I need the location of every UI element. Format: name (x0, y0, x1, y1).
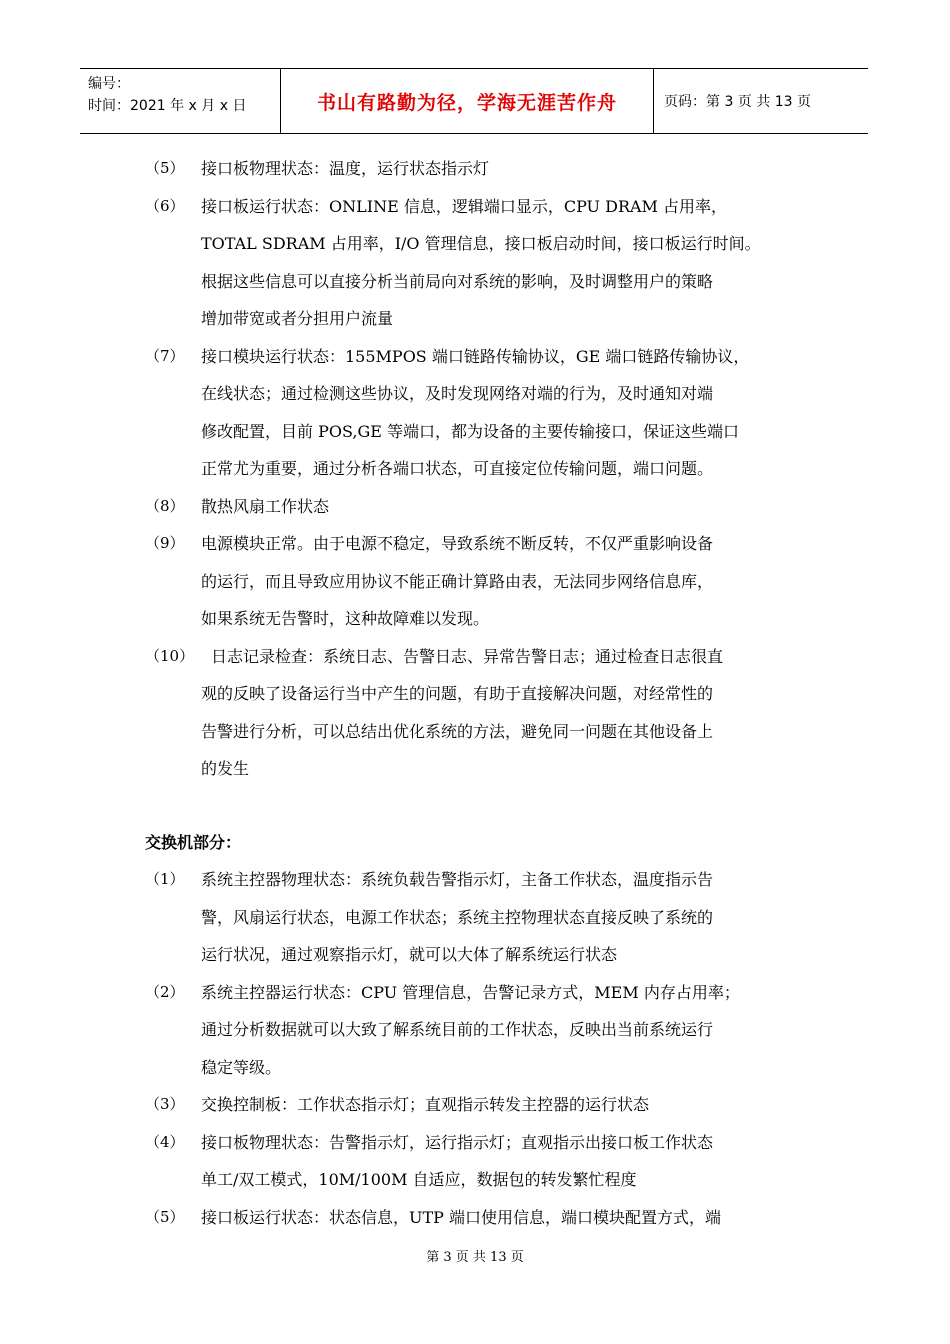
item-text: 系统主控器运行状态：CPU 管理信息，告警记录方式，MEM 内存占用率； (201, 982, 740, 1002)
list-item-line (145, 861, 845, 899)
item-text: 的发生 (201, 759, 250, 778)
item-number: （9） (145, 534, 185, 552)
header-page-info: 页码：第 3 页 共 13 页 (664, 94, 811, 110)
item-number: （8） (145, 496, 185, 515)
list-item-line (145, 188, 845, 226)
code-label: 编号： (88, 76, 130, 92)
item-number: （2） (145, 982, 185, 1001)
list-item-line (145, 225, 845, 263)
item-number: （5） (145, 1207, 185, 1226)
item-text: TOTAL SDRAM 占用率，I/O 管理信息，接口板启动时间，接口板运行时间。 (201, 234, 761, 253)
item-text: 正常尤为重要，通过分析各端口状态，可直接定位传输问题，端口问题。 (201, 459, 714, 478)
list-item-line (145, 675, 845, 713)
item-text: 警，风扇运行状态，电源工作状态；系统主控物理状态直接反映了系统的 (201, 907, 714, 927)
list-item-line (145, 300, 845, 338)
item-number: （10） (145, 646, 195, 665)
item-text: 单工/双工模式，10M/100M 自适应，数据包的转发繁忙程度 (201, 1170, 637, 1189)
item-number: （5） (145, 159, 185, 177)
item-text: 通过分析数据就可以大致了解系统目前的工作状态，反映出当前系统运行 (201, 1020, 714, 1039)
list-item-line (145, 750, 845, 788)
item-text: 交换控制板：工作状态指示灯；直观指示转发主控器的运行状态 (201, 1095, 650, 1114)
list-item-line (145, 450, 845, 488)
list-item-line (145, 600, 845, 638)
item-text: 接口板运行状态：ONLINE 信息，逻辑端口显示，CPU DRAM 占用率， (201, 196, 728, 216)
list-item-line (145, 713, 845, 751)
list-item-line (145, 899, 845, 937)
time-label: 时间：2021 年 x 月 x 日 (88, 98, 247, 114)
list-item-line (145, 1049, 845, 1087)
item-text: 电源模块正常。由于电源不稳定，导致系统不断反转，不仅严重影响设备 (201, 534, 714, 553)
list-item-line (145, 375, 845, 413)
page-footer: 第 3 页 共 13 页 (426, 1250, 524, 1265)
list-item-line (145, 150, 845, 188)
router-item-list (145, 150, 845, 788)
item-number: （6） (145, 196, 185, 215)
item-text: 稳定等级。 (201, 1057, 282, 1077)
item-number: （4） (145, 1132, 185, 1151)
list-item-line (145, 1086, 845, 1124)
list-item-line (145, 936, 845, 974)
item-text: 在线状态；通过检测这些协议，及时发现网络对端的行为，及时通知对端 (201, 384, 714, 403)
document-body (145, 150, 845, 1236)
item-text: 散热风扇工作状态 (201, 496, 330, 516)
list-item-line (145, 1011, 845, 1049)
list-item-line (145, 563, 845, 601)
item-text: 增加带宽或者分担用户流量 (201, 309, 394, 328)
list-item-line (145, 1161, 845, 1199)
item-text: 接口板运行状态：状态信息，UTP 端口使用信息，端口模块配置方式，端 (201, 1207, 722, 1227)
item-number: （3） (145, 1095, 185, 1113)
item-text: 根据这些信息可以直接分析当前局向对系统的影响，及时调整用户的策略 (201, 271, 714, 291)
list-item-line (145, 974, 845, 1012)
item-text: 系统主控器物理状态：系统负载告警指示灯，主备工作状态，温度指示告 (201, 870, 714, 889)
item-text: 观的反映了设备运行当中产生的问题，有助于直接解决问题，对经常性的 (201, 684, 714, 703)
list-item-line (145, 488, 845, 526)
header-meta (80, 69, 280, 133)
item-text: 接口板物理状态：告警指示灯，运行指示灯；直观指示出接口板工作状态 (201, 1132, 714, 1152)
list-item-line (145, 525, 845, 563)
item-text: 日志记录检查：系统日志、告警日志、异常告警日志；通过检查日志很直 (211, 646, 724, 666)
list-item-line (145, 338, 845, 376)
item-text: 接口模块运行状态：155MPOS 端口链路传输协议，GE 端口链路传输协议， (201, 346, 750, 366)
item-text: 接口板物理状态：温度，运行状态指示灯 (201, 159, 490, 178)
list-item-line (145, 263, 845, 301)
item-text: 的运行，而且导致应用协议不能正确计算路由表，无法同步网络信息库， (201, 571, 714, 591)
list-item-line (145, 413, 845, 451)
switch-item-list (145, 861, 845, 1236)
item-text: 运行状况，通过观察指示灯，就可以大体了解系统运行状态 (201, 945, 618, 964)
item-text: 如果系统无告警时，这种故障难以发现。 (201, 609, 490, 628)
list-item-line (145, 638, 845, 676)
item-number: （7） (145, 346, 185, 365)
page-header (80, 68, 868, 134)
item-text: 告警进行分析，可以总结出优化系统的方法，避免同一问题在其他设备上 (201, 721, 714, 741)
list-item-line (145, 1124, 845, 1162)
item-text: 修改配置，目前 POS,GE 等端口，都为设备的主要传输接口，保证这些端口 (201, 421, 739, 441)
section-title: 交换机部分： (145, 832, 242, 852)
header-motto: 书山有路勤为径，学海无涯苦作舟 (280, 69, 654, 133)
item-number: （1） (145, 870, 185, 888)
list-item-line (145, 1199, 845, 1237)
